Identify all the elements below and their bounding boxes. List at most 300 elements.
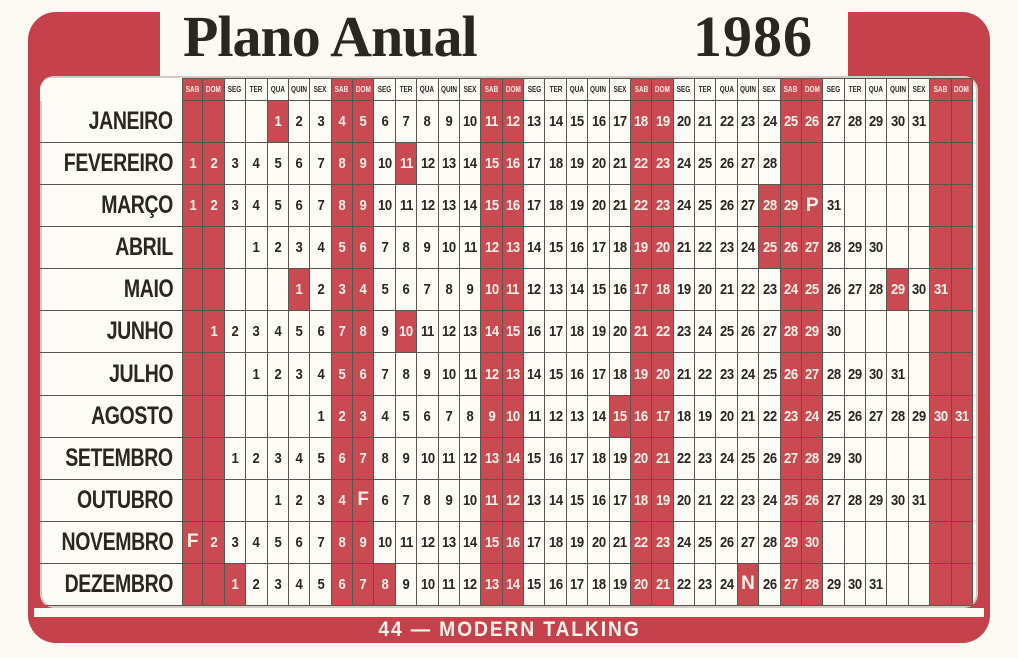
day-cell xyxy=(887,311,908,353)
day-cell xyxy=(866,185,887,227)
day-cell: 6 xyxy=(310,311,331,353)
day-cell: 24 xyxy=(674,143,695,185)
day-cell: 9 xyxy=(353,185,374,227)
day-cell: 3 xyxy=(225,143,246,185)
day-cell: 24 xyxy=(716,438,737,480)
day-cell xyxy=(225,269,246,311)
day-cell: 12 xyxy=(524,269,545,311)
day-cell: 19 xyxy=(567,143,588,185)
day-cell xyxy=(887,438,908,480)
day-cell: 11 xyxy=(524,396,545,438)
day-cell xyxy=(952,143,973,185)
day-cell xyxy=(246,101,267,143)
day-cell: 1 xyxy=(246,227,267,269)
page-title: Plano Anual xyxy=(183,4,477,69)
day-cell: 28 xyxy=(866,269,887,311)
day-cell: 24 xyxy=(695,311,716,353)
day-cell: 4 xyxy=(332,480,353,522)
day-cell: 6 xyxy=(417,396,438,438)
day-cell xyxy=(930,480,951,522)
day-cell: 13 xyxy=(503,353,524,395)
weekday-header-cell: QUIN xyxy=(439,78,460,101)
day-cell: 14 xyxy=(460,143,481,185)
day-cell: 7 xyxy=(417,269,438,311)
weekday-header-cell: SEG xyxy=(674,78,695,101)
day-cell: 23 xyxy=(674,311,695,353)
day-cell: 31 xyxy=(887,353,908,395)
day-cell: 3 xyxy=(289,353,310,395)
day-cell: 1 xyxy=(182,185,203,227)
day-cell xyxy=(909,522,930,564)
day-cell: 16 xyxy=(524,311,545,353)
day-cell xyxy=(952,522,973,564)
weekday-header-cell: SEX xyxy=(909,78,930,101)
day-cell: 8 xyxy=(396,227,417,269)
day-cell xyxy=(802,143,823,185)
day-cell: 26 xyxy=(781,227,802,269)
day-cell xyxy=(289,396,310,438)
day-cell: 13 xyxy=(567,396,588,438)
weekday-header-cell: SEX xyxy=(610,78,631,101)
day-cell: 25 xyxy=(738,438,759,480)
day-cell xyxy=(182,396,203,438)
day-cell: 10 xyxy=(417,438,438,480)
day-cell xyxy=(845,143,866,185)
day-cell: 18 xyxy=(652,269,673,311)
day-cell: 22 xyxy=(759,396,780,438)
day-cell: 1 xyxy=(246,353,267,395)
month-label: JULHO xyxy=(40,353,182,395)
day-cell: 28 xyxy=(887,396,908,438)
day-cell: 12 xyxy=(439,311,460,353)
day-cell: 26 xyxy=(716,522,737,564)
weekday-header-cell: TER xyxy=(246,78,267,101)
day-cell: 9 xyxy=(481,396,502,438)
day-cell: 16 xyxy=(503,522,524,564)
day-cell: 7 xyxy=(310,143,331,185)
day-cell: 23 xyxy=(695,438,716,480)
day-cell xyxy=(866,311,887,353)
day-cell: 30 xyxy=(866,353,887,395)
day-cell: 8 xyxy=(374,564,395,606)
day-cell xyxy=(909,185,930,227)
day-cell: 16 xyxy=(503,185,524,227)
day-cell: 8 xyxy=(374,438,395,480)
day-cell: 28 xyxy=(759,185,780,227)
day-cell: 3 xyxy=(225,185,246,227)
day-cell: 29 xyxy=(845,227,866,269)
day-cell xyxy=(246,480,267,522)
day-cell: 31 xyxy=(930,269,951,311)
day-cell: 11 xyxy=(417,311,438,353)
day-cell: 4 xyxy=(310,227,331,269)
day-cell: 11 xyxy=(460,227,481,269)
day-cell: 15 xyxy=(481,185,502,227)
day-cell: 28 xyxy=(845,101,866,143)
day-cell: 30 xyxy=(802,522,823,564)
day-cell: 14 xyxy=(503,564,524,606)
weekday-header-cell: SAB xyxy=(182,78,203,101)
day-cell: 6 xyxy=(374,480,395,522)
day-cell: 3 xyxy=(268,438,289,480)
day-cell: 19 xyxy=(567,522,588,564)
day-cell xyxy=(930,227,951,269)
day-cell xyxy=(203,353,224,395)
day-cell: 10 xyxy=(417,564,438,606)
day-cell: 26 xyxy=(802,101,823,143)
day-cell: 23 xyxy=(695,564,716,606)
day-cell: 24 xyxy=(738,353,759,395)
day-cell: 11 xyxy=(439,438,460,480)
day-cell: 17 xyxy=(588,353,609,395)
weekday-header-cell: QUIN xyxy=(738,78,759,101)
weekday-header-cell: SEX xyxy=(460,78,481,101)
day-cell xyxy=(866,143,887,185)
day-cell: 4 xyxy=(310,353,331,395)
day-cell: 27 xyxy=(781,438,802,480)
day-cell: 30 xyxy=(887,101,908,143)
day-cell: 19 xyxy=(674,269,695,311)
day-cell: 9 xyxy=(417,227,438,269)
day-cell: 7 xyxy=(374,227,395,269)
day-cell: 16 xyxy=(631,396,652,438)
day-cell: 6 xyxy=(353,227,374,269)
weekday-header-cell: DOM xyxy=(652,78,673,101)
day-cell xyxy=(225,396,246,438)
day-cell: 23 xyxy=(716,227,737,269)
day-cell xyxy=(930,185,951,227)
day-cell: 11 xyxy=(439,564,460,606)
day-cell: 1 xyxy=(268,480,289,522)
day-cell: 17 xyxy=(610,101,631,143)
day-cell: 7 xyxy=(374,353,395,395)
day-cell: 19 xyxy=(631,353,652,395)
month-label: MAIO xyxy=(40,269,182,311)
day-cell: 26 xyxy=(823,269,844,311)
day-cell: 4 xyxy=(268,311,289,353)
day-cell: 11 xyxy=(460,353,481,395)
day-cell: 10 xyxy=(460,101,481,143)
day-cell: 3 xyxy=(289,227,310,269)
day-cell xyxy=(823,143,844,185)
day-cell: 7 xyxy=(310,185,331,227)
month-label: JUNHO xyxy=(40,311,182,353)
day-cell xyxy=(909,564,930,606)
day-cell: 2 xyxy=(203,522,224,564)
day-cell: 25 xyxy=(802,269,823,311)
calendar-grid xyxy=(40,78,973,606)
day-cell: 21 xyxy=(652,438,673,480)
day-cell: 22 xyxy=(716,101,737,143)
day-cell: 14 xyxy=(524,353,545,395)
weekday-header-cell: QUIN xyxy=(289,78,310,101)
weekday-header-cell: QUA xyxy=(417,78,438,101)
day-cell: 19 xyxy=(588,311,609,353)
day-cell xyxy=(930,438,951,480)
day-cell: 7 xyxy=(332,311,353,353)
day-cell: 17 xyxy=(524,522,545,564)
day-cell: 8 xyxy=(332,185,353,227)
day-cell: 27 xyxy=(866,396,887,438)
day-cell: 15 xyxy=(503,311,524,353)
day-cell: 24 xyxy=(674,185,695,227)
weekday-header-cell: DOM xyxy=(503,78,524,101)
day-cell: 26 xyxy=(716,143,737,185)
day-cell: 8 xyxy=(332,522,353,564)
weekday-header-cell: SAB xyxy=(930,78,951,101)
day-cell: 16 xyxy=(567,227,588,269)
day-cell: 20 xyxy=(695,269,716,311)
month-label: OUTUBRO xyxy=(40,480,182,522)
day-cell: 2 xyxy=(332,396,353,438)
day-cell: 27 xyxy=(823,480,844,522)
weekday-header-cell: QUA xyxy=(716,78,737,101)
day-cell: 17 xyxy=(610,480,631,522)
day-cell xyxy=(887,185,908,227)
day-cell: 23 xyxy=(652,143,673,185)
day-cell: 20 xyxy=(610,311,631,353)
day-cell: 30 xyxy=(823,311,844,353)
day-cell: 16 xyxy=(503,143,524,185)
day-cell: 18 xyxy=(631,480,652,522)
day-cell: 18 xyxy=(567,311,588,353)
day-cell: 14 xyxy=(460,185,481,227)
day-cell: 14 xyxy=(503,438,524,480)
day-cell: 19 xyxy=(695,396,716,438)
day-cell: 24 xyxy=(759,101,780,143)
day-cell: 17 xyxy=(631,269,652,311)
day-cell: 6 xyxy=(289,143,310,185)
day-cell xyxy=(930,564,951,606)
day-cell xyxy=(909,311,930,353)
day-cell: 10 xyxy=(374,143,395,185)
day-cell: 27 xyxy=(802,227,823,269)
day-cell: 21 xyxy=(695,480,716,522)
day-cell: 10 xyxy=(460,480,481,522)
day-cell: 6 xyxy=(332,564,353,606)
weekday-header-cell: SEG xyxy=(374,78,395,101)
month-label: MARÇO xyxy=(40,185,182,227)
day-cell: 21 xyxy=(674,227,695,269)
day-cell: 30 xyxy=(909,269,930,311)
day-cell: 13 xyxy=(545,269,566,311)
day-cell: 25 xyxy=(759,227,780,269)
day-cell: 21 xyxy=(610,522,631,564)
day-cell: 18 xyxy=(545,522,566,564)
day-cell: 14 xyxy=(588,396,609,438)
day-cell: 1 xyxy=(203,311,224,353)
footer-text: 44 — MODERN TALKING xyxy=(377,618,641,641)
day-cell: 2 xyxy=(203,143,224,185)
day-cell: 19 xyxy=(652,101,673,143)
day-cell: 14 xyxy=(481,311,502,353)
day-cell xyxy=(203,480,224,522)
day-cell: 28 xyxy=(845,480,866,522)
day-cell: 27 xyxy=(738,185,759,227)
day-cell xyxy=(952,101,973,143)
day-cell: 24 xyxy=(802,396,823,438)
day-cell xyxy=(930,522,951,564)
day-cell xyxy=(203,101,224,143)
day-cell xyxy=(952,564,973,606)
day-cell: 21 xyxy=(610,185,631,227)
day-cell: 19 xyxy=(610,438,631,480)
day-cell xyxy=(887,564,908,606)
day-cell: 13 xyxy=(524,101,545,143)
day-cell: 29 xyxy=(887,269,908,311)
day-cell xyxy=(182,438,203,480)
day-cell xyxy=(909,438,930,480)
day-cell xyxy=(246,396,267,438)
day-cell: 9 xyxy=(460,269,481,311)
day-cell: 20 xyxy=(631,438,652,480)
day-cell xyxy=(952,353,973,395)
day-cell: 27 xyxy=(802,353,823,395)
day-cell: 23 xyxy=(738,101,759,143)
day-cell: 2 xyxy=(310,269,331,311)
day-cell: 11 xyxy=(481,101,502,143)
day-cell xyxy=(203,269,224,311)
day-cell: 10 xyxy=(374,185,395,227)
day-cell: 22 xyxy=(738,269,759,311)
day-cell: 14 xyxy=(567,269,588,311)
day-cell: 11 xyxy=(396,143,417,185)
day-cell xyxy=(909,353,930,395)
day-cell: 3 xyxy=(246,311,267,353)
day-cell: 13 xyxy=(439,143,460,185)
day-cell: 12 xyxy=(460,438,481,480)
day-cell: 12 xyxy=(503,480,524,522)
day-cell: 31 xyxy=(952,396,973,438)
day-cell: 13 xyxy=(460,311,481,353)
day-cell: 7 xyxy=(439,396,460,438)
day-cell: 5 xyxy=(332,353,353,395)
day-cell: 29 xyxy=(781,522,802,564)
day-cell: 17 xyxy=(567,564,588,606)
day-cell: 18 xyxy=(610,227,631,269)
day-cell xyxy=(182,311,203,353)
day-cell xyxy=(930,101,951,143)
day-cell: 17 xyxy=(524,143,545,185)
day-cell: 4 xyxy=(246,522,267,564)
day-cell: 2 xyxy=(246,564,267,606)
day-cell: 23 xyxy=(652,185,673,227)
day-cell: 21 xyxy=(738,396,759,438)
day-cell: 11 xyxy=(396,185,417,227)
day-cell xyxy=(866,438,887,480)
day-cell: 27 xyxy=(759,311,780,353)
day-cell: 9 xyxy=(396,564,417,606)
day-cell: 20 xyxy=(652,227,673,269)
day-cell xyxy=(182,480,203,522)
day-cell xyxy=(781,143,802,185)
day-cell: 5 xyxy=(396,396,417,438)
day-cell xyxy=(182,227,203,269)
day-cell: 16 xyxy=(567,353,588,395)
day-cell: 14 xyxy=(545,101,566,143)
day-cell xyxy=(952,185,973,227)
day-cell: 15 xyxy=(545,353,566,395)
day-cell: 11 xyxy=(396,522,417,564)
day-cell: 3 xyxy=(268,564,289,606)
day-cell: 31 xyxy=(909,480,930,522)
day-cell xyxy=(225,227,246,269)
day-cell: 4 xyxy=(246,143,267,185)
day-cell: 15 xyxy=(524,438,545,480)
day-cell: 5 xyxy=(310,564,331,606)
day-cell: 25 xyxy=(781,101,802,143)
day-cell: 23 xyxy=(781,396,802,438)
day-cell: 18 xyxy=(545,143,566,185)
day-cell: 1 xyxy=(310,396,331,438)
day-cell: 26 xyxy=(759,438,780,480)
day-cell: 20 xyxy=(652,353,673,395)
day-cell: 22 xyxy=(674,564,695,606)
day-cell: 13 xyxy=(439,522,460,564)
day-cell: 29 xyxy=(823,564,844,606)
day-cell: 29 xyxy=(866,101,887,143)
year-title: 1986 xyxy=(693,4,813,69)
day-cell: 14 xyxy=(524,227,545,269)
day-cell: 2 xyxy=(289,101,310,143)
day-cell: 19 xyxy=(631,227,652,269)
weekday-header-cell: QUA xyxy=(567,78,588,101)
day-cell: 20 xyxy=(588,522,609,564)
day-cell: F xyxy=(182,522,203,564)
day-cell: 28 xyxy=(802,438,823,480)
weekday-header-cell: DOM xyxy=(353,78,374,101)
day-cell xyxy=(182,353,203,395)
day-cell: 5 xyxy=(268,522,289,564)
calendar-panel xyxy=(40,76,978,608)
day-cell: 10 xyxy=(396,311,417,353)
day-cell: 6 xyxy=(396,269,417,311)
day-cell: 8 xyxy=(460,396,481,438)
day-cell: 12 xyxy=(417,143,438,185)
day-cell: 8 xyxy=(396,353,417,395)
day-cell: 8 xyxy=(439,269,460,311)
day-cell: 9 xyxy=(396,438,417,480)
day-cell: 15 xyxy=(524,564,545,606)
day-cell: 12 xyxy=(417,522,438,564)
day-cell: 15 xyxy=(545,227,566,269)
day-cell: 12 xyxy=(545,396,566,438)
footer-divider xyxy=(34,608,984,617)
day-cell: 15 xyxy=(481,522,502,564)
weekday-header-cell: SAB xyxy=(481,78,502,101)
day-cell: 13 xyxy=(524,480,545,522)
day-cell: 29 xyxy=(802,311,823,353)
day-cell: 2 xyxy=(268,353,289,395)
month-label: NOVEMBRO xyxy=(40,522,182,564)
day-cell: 6 xyxy=(289,185,310,227)
day-cell: 31 xyxy=(866,564,887,606)
day-cell: 10 xyxy=(481,269,502,311)
day-cell: 26 xyxy=(781,353,802,395)
weekday-header-cell: DOM xyxy=(203,78,224,101)
weekday-header-cell: SAB xyxy=(781,78,802,101)
day-cell: 9 xyxy=(353,522,374,564)
day-cell: 12 xyxy=(481,227,502,269)
weekday-header-cell: QUA xyxy=(866,78,887,101)
day-cell: 3 xyxy=(310,101,331,143)
day-cell xyxy=(845,311,866,353)
day-cell: 26 xyxy=(716,185,737,227)
day-cell: 21 xyxy=(610,143,631,185)
day-cell: 15 xyxy=(567,480,588,522)
day-cell: 27 xyxy=(845,269,866,311)
day-cell: 5 xyxy=(289,311,310,353)
